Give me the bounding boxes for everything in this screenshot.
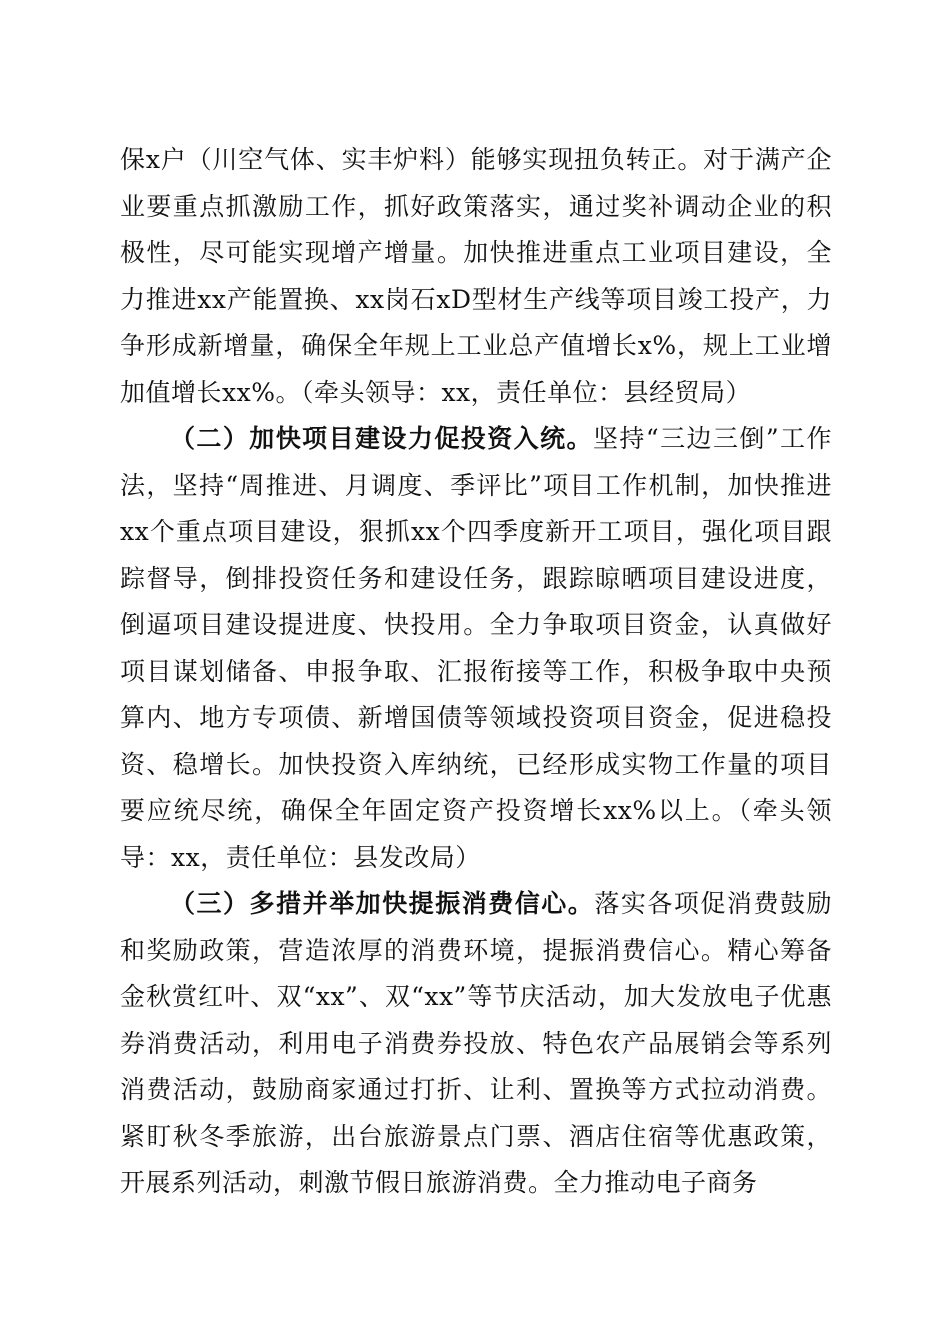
paragraph-3 (120, 881, 832, 1207)
paragraph-2-text: 坚持“三边三倒”工作法，坚持“周推进、月调度、季评比”项目工作机制，加快推进xx个重点项目建设，狠抓xx个四季度新开工项目，强化项目跟踪督导，倒排投资任务和建设任务，跟踪晾晒项目建设进度，倒逼项目建设提进度、快投用。全力争取项目资金，认真做好项目谋划储备、申报争取、汇报衔接等工作，积极争取中央预算内、地方专项债、新增国债等领域投资项目资金，促进稳投资、稳增长。加快投资入库纳统，已经形成实物工作量的项目要应统尽统，确保全年固定资产投资增长xx%以上。（牵头领导：xx，责任单位：县发改局） (120, 424, 832, 872)
paragraph-2 (120, 416, 832, 881)
paragraph-2-heading: （二）加快项目建设力促投资入统。 (170, 424, 593, 453)
paragraph-1 (120, 137, 832, 416)
document-body (120, 137, 832, 1207)
paragraph-3-text: 落实各项促消费鼓励和奖励政策，营造浓厚的消费环境，提振消费信心。精心筹备金秋赏红叶、双“xx”、双“xx”等节庆活动，加大发放电子优惠券消费活动，利用电子消费券投放、特色农产品展销会等系列消费活动，鼓励商家通过打折、让利、置换等方式拉动消费。紧盯秋冬季旅游，出台旅游景点门票、酒店住宿等优惠政策，开展系列活动，刺激节假日旅游消费。全力推动电子商务 (120, 889, 832, 1197)
paragraph-1-text: 保x户（川空气体、实丰炉料）能够实现扭负转正。对于满产企业要重点抓激励工作，抓好政策落实，通过奖补调动企业的积极性，尽可能实现增产增量。加快推进重点工业项目建设，全力推进xx产能置换、xx岗石xD型材生产线等项目竣工投产，力争形成新增量，确保全年规上工业总产值增长x%，规上工业增加值增长xx%。（牵头领导：xx，责任单位：县经贸局） (120, 145, 832, 407)
paragraph-3-heading: （三）多措并举加快提振消费信心。 (170, 889, 595, 918)
